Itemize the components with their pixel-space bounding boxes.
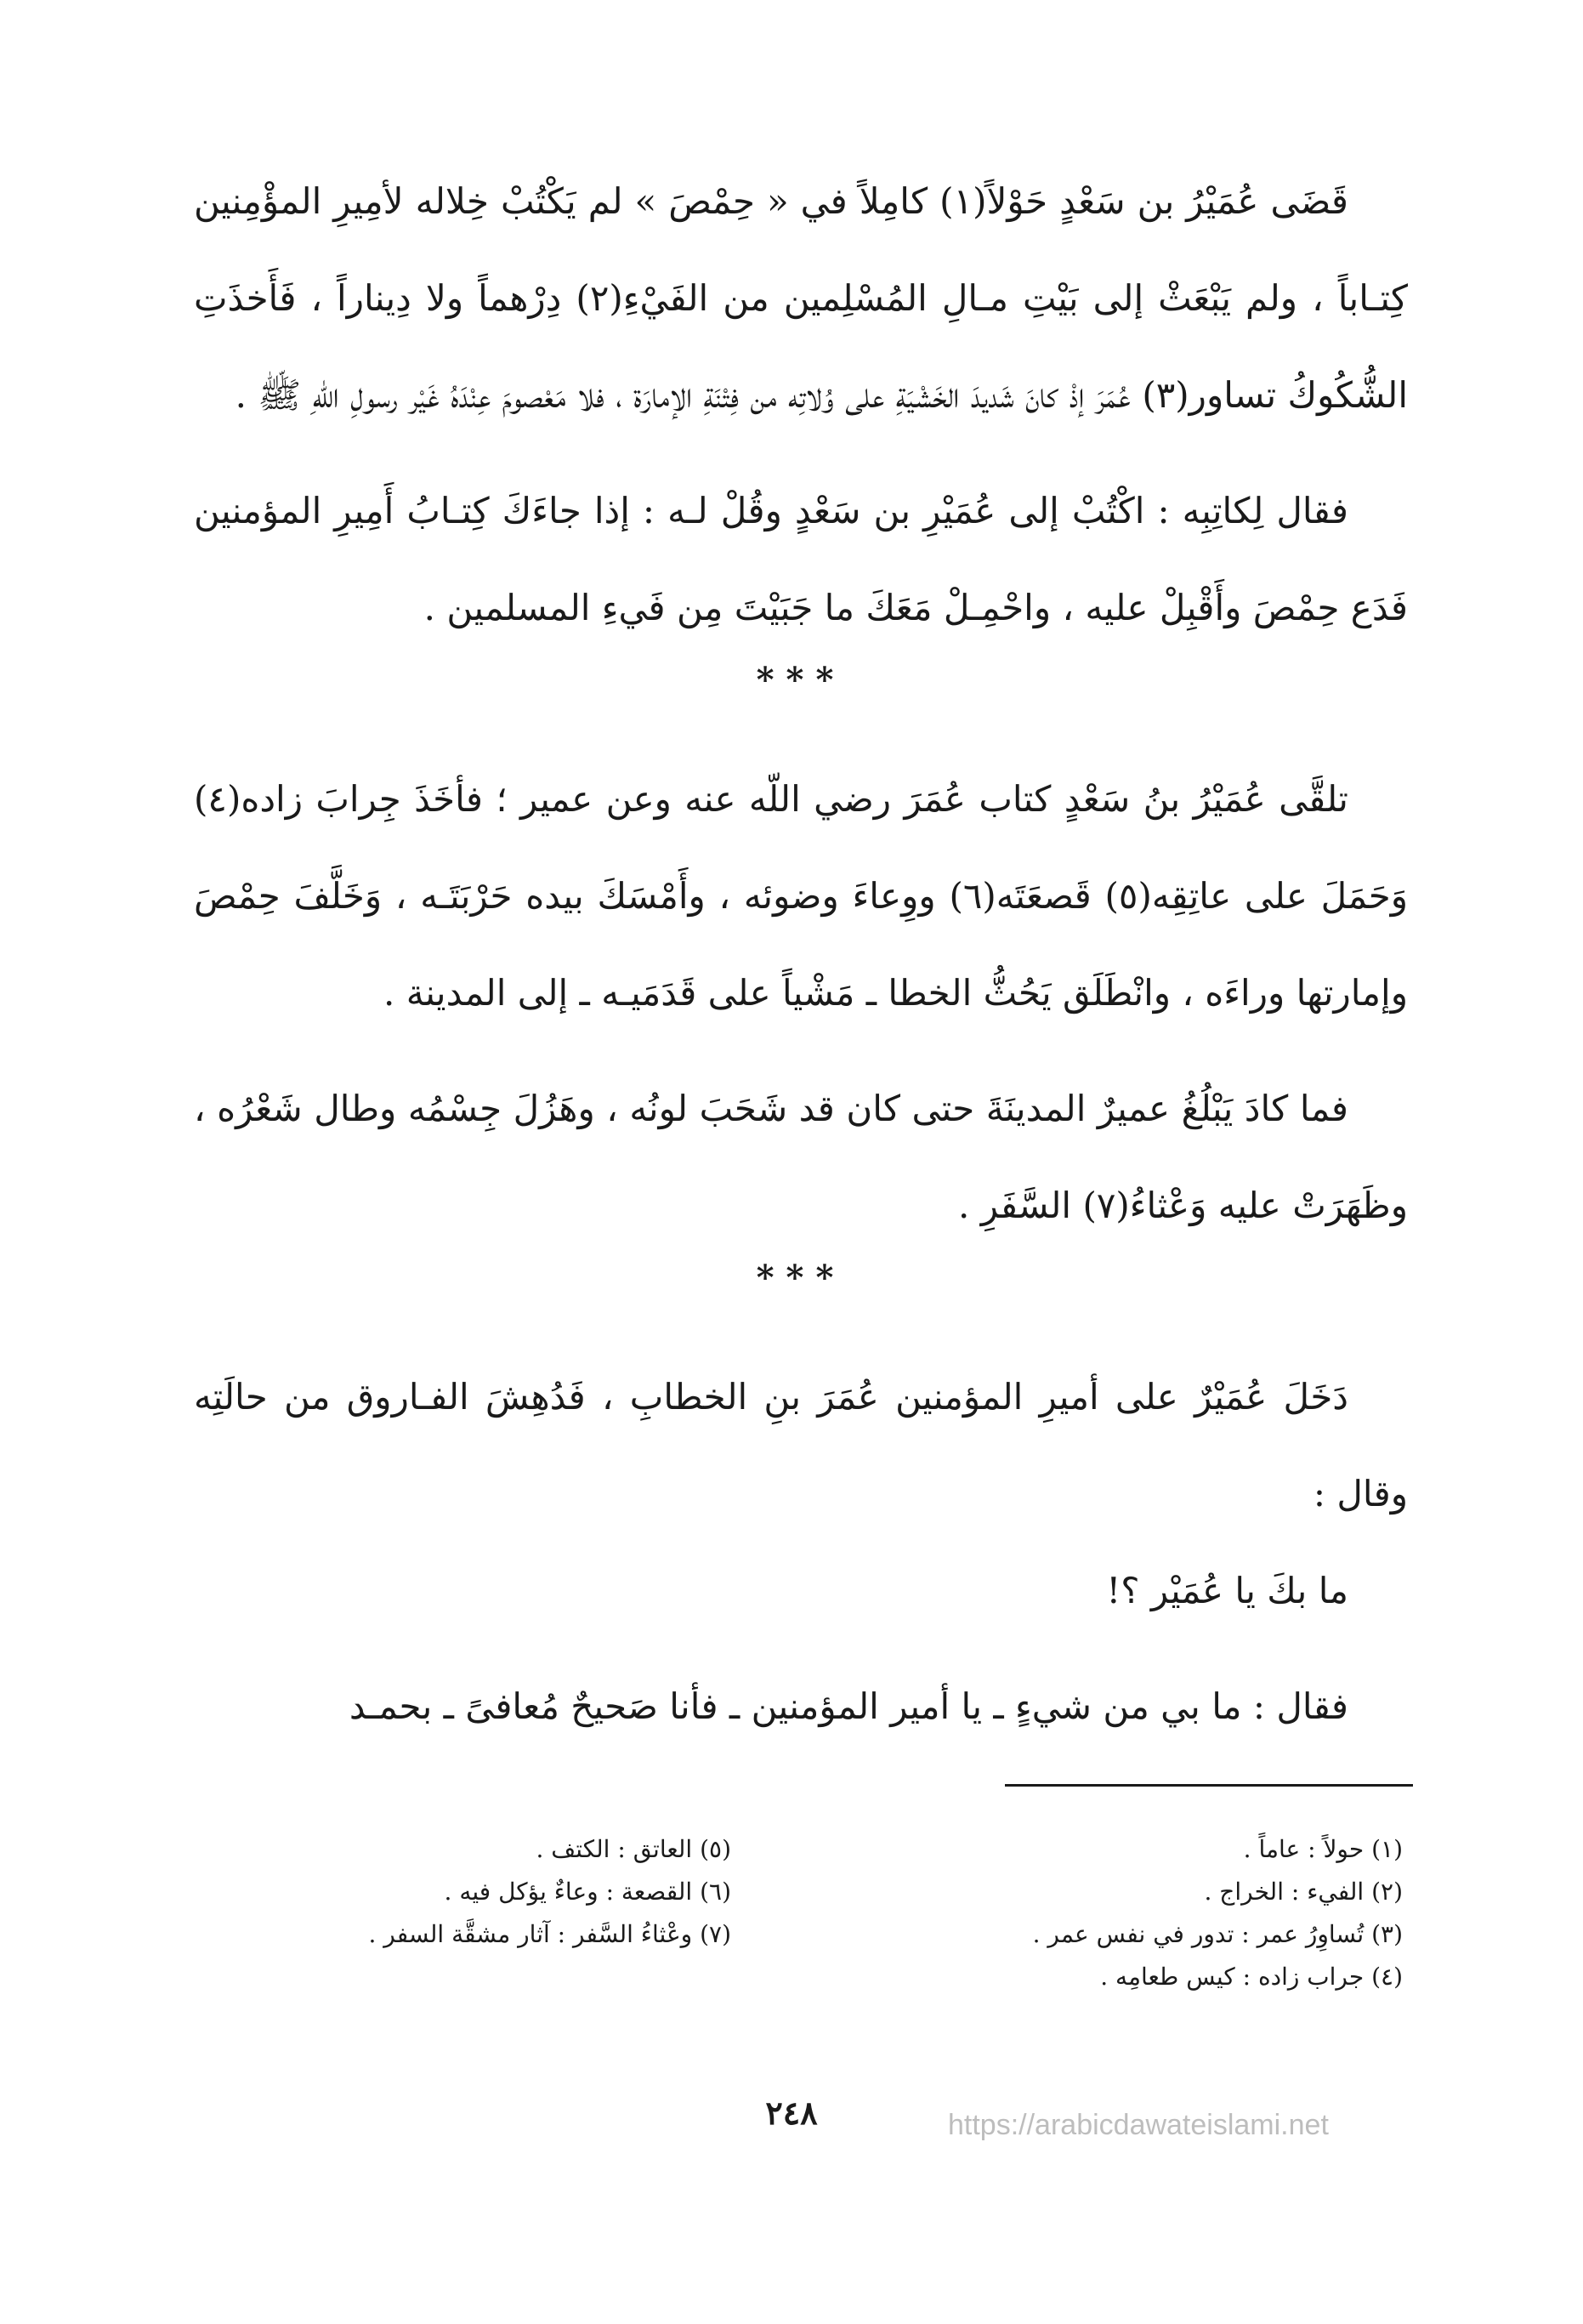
paragraph-5: دَخَلَ عُمَيْرٌ على أميرِ المؤمنين عُمَرَ بنِ الخطابِ ، فَدُهِشَ الفـاروق من حالَتِه وقال : xyxy=(194,1376,1408,1514)
paragraph-4: فما كادَ يَبْلُغُ عميرٌ المدينَةَ حتى كان قد شَحَبَ لونُه ، وهَزُلَ جِسْمُه وطال شَعْرُه ، وظَهَرَتْ عليه وَعْثاءُ(٧) السَّفَرِ . xyxy=(194,1088,1408,1226)
paragraph-3: تلقَّى عُمَيْرُ بنُ سَعْدٍ كتاب عُمَرَ رضي اللّه عنه وعن عمير ؛ فأخَذَ جِرابَ زاده(٤) وَحَمَلَ على عاتِقِه(٥) قَصعَتَه(٦) ووِعاءَ وضوئه ، وأَمْسَكَ بيده حَرْبَتَـه ، وَخَلَّفَ حِمْصَ وإمارتها وراءَه ، وانْطَلَق يَحُثُّ الخطا ـ مَشْياً على قَدَمَيـه ـ إلى المدينة . xyxy=(194,778,1409,1014)
watermark-url[interactable]: https://arabicdawateislami.net xyxy=(948,2109,1329,2141)
footnote-2: (٢) الفيء : الخراج . xyxy=(1204,1878,1403,1906)
footnotes-left-column xyxy=(179,1828,731,1998)
paragraph-2: فقال لِكاتِبِه : اكْتُبْ إلى عُمَيْرِ بن سَعْدٍ وقُلْ لـه : إذا جاءَكَ كِتـابُ أَمِيرِ المؤمنين فَدَع حِمْصَ وأَقْبِلْ عليه ، واحْمِـلْ مَعَكَ ما جَبَيْتَ مِن فَيءِ المسلمين . xyxy=(194,490,1408,628)
section-divider-2: *** xyxy=(756,1258,846,1298)
main-text xyxy=(194,153,1408,1774)
section-divider-1: *** xyxy=(756,660,846,700)
paragraph-1: قَضَى عُمَيْرُ بن سَعْدٍ حَوْلاً(١) كامِلاً في « حِمْصَ » لم يَكْتُبْ خِلاله لأمِيرِ المؤْمِنين كِتـاباً ، ولم يَبْعَثْ إلى بَيْتِ مـالِ المُسْلِمين من الفَيْءِ(٢) دِرْهماً ولا دِيناراً ، فَأَخذَتِ الشُّكُوكُ تساور(٣) عُمَرَ إذْ كانَ شَديدَ الخَشْيَةِ على وُلاتِه من فِتْنَةِ الإمارَة ، فلا مَعْصومَ عِنْدَهُ غَيْر رسولِ اللّهِ ﷺ . xyxy=(194,180,1408,416)
footnotes xyxy=(179,1828,1403,1998)
footnote-7: (٧) وعْثاءُ السَّفر : آثار مشقَّة السفر . xyxy=(368,1920,731,1948)
footnote-1: (١) حولاً : عاماً . xyxy=(1243,1835,1403,1863)
footnote-3: (٣) تُساوِرُ عمر : تدور في نفس عمر . xyxy=(1032,1920,1403,1948)
footnote-5: (٥) العاتق : الكتف . xyxy=(536,1835,731,1863)
footnote-6: (٦) القصعة : وعاءٌ يؤكل فيه . xyxy=(444,1878,731,1906)
footnotes-right-column xyxy=(850,1828,1403,1998)
footnote-4: (٤) جراب زاده : كيس طعامِه . xyxy=(1100,1963,1403,1991)
paragraph-6: ما بكَ يا عُمَيْر ؟! xyxy=(1106,1570,1348,1611)
paragraph-7: فقال : ما بي من شيءٍ ـ يا أمير المؤمنين ـ فأنا صَحيحٌ مُعافىً ـ بحمـد xyxy=(349,1685,1348,1727)
footnote-separator xyxy=(1005,1784,1413,1787)
page-number: ٢٤٨ xyxy=(765,2094,818,2132)
